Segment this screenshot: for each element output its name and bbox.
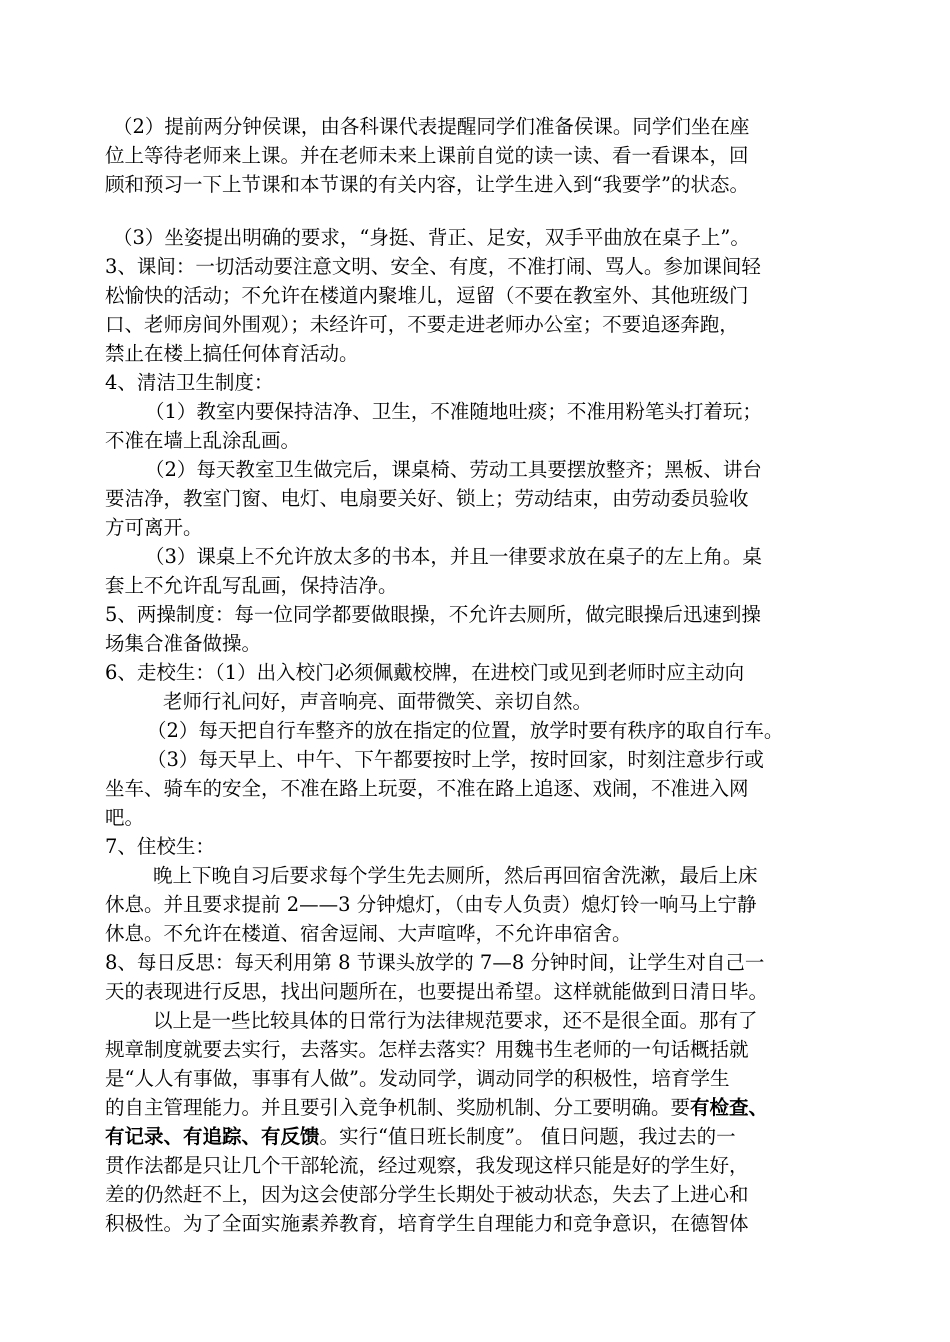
text-line: （2）提前两分钟侯课，由各科课代表提醒同学们准备侯课。同学们坐在座 bbox=[113, 115, 750, 138]
text-line: 6、走校生：（1）出入校门必须佩戴校牌，在进校门或见到老师时应主动向 bbox=[105, 661, 745, 684]
text-line: （2）每天教室卫生做完后，课桌椅、劳动工具要摆放整齐；黑板、讲台 bbox=[145, 458, 762, 481]
text-line: 套上不允许乱写乱画，保持洁净。 bbox=[105, 574, 398, 597]
text-line: 松愉快的活动；不允许在楼道内聚堆儿，逗留（不要在教室外、其他班级门 bbox=[105, 284, 749, 307]
text-line bbox=[105, 1122, 855, 1151]
text-line: 吧。 bbox=[105, 806, 145, 829]
bold-text: 有记录、有追踪、有反馈 bbox=[105, 1125, 320, 1148]
text-line: （1）教室内要保持洁净、卫生，不准随地吐痰；不准用粉笔头打着玩； bbox=[145, 400, 762, 423]
text-line: 禁止在楼上搞任何体育活动。 bbox=[105, 342, 359, 365]
text-segment: 的自主管理能力。并且要引入竞争机制、奖励机制、分工要明确。要 bbox=[105, 1096, 691, 1119]
text-line: 不准在墙上乱涂乱画。 bbox=[105, 429, 301, 452]
paragraph-gap bbox=[105, 199, 855, 223]
text-line: 方可离开。 bbox=[105, 516, 203, 539]
section-heading: 7、住校生： bbox=[105, 835, 215, 858]
text-line: 晚上下晚自习后要求每个学生先去厕所，然后再回宿舍洗漱，最后上床 bbox=[153, 864, 758, 887]
text-segment: 。实行“值日班长制度”。 值日问题，我过去的一 bbox=[319, 1125, 736, 1148]
text-line: （3）坐姿提出明确的要求，“身挺、背正、足安，双手平曲放在桌子上”。 bbox=[113, 226, 750, 249]
text-line: 要洁净，教室门窗、电灯、电扇要关好、锁上；劳动结束，由劳动委员验收 bbox=[105, 487, 749, 510]
text-line: 3、课间：一切活动要注意文明、安全、有度，不准打闹、骂人。参加课间轻 bbox=[105, 255, 761, 278]
text-line: （3）每天早上、中午、下午都要按时上学，按时回家，时刻注意步行或 bbox=[147, 748, 764, 771]
text-line: 场集合准备做操。 bbox=[105, 632, 262, 655]
text-line: 天的表现进行反思，找出问题所在，也要提出希望。这样就能做到日清日毕。 bbox=[105, 980, 769, 1003]
text-line: 贯作法都是只让几个干部轮流，经过观察，我发现这样只能是好的学生好， bbox=[105, 1154, 749, 1177]
text-line: （3）课桌上不允许放太多的书本，并且一律要求放在桌子的左上角。桌 bbox=[145, 545, 762, 568]
text-line: 积极性。为了全面实施素养教育，培育学生自理能力和竞争意识，在德智体 bbox=[105, 1212, 749, 1235]
text-line: 顾和预习一下上节课和本节课的有关内容，让学生进入到“我要学”的状态。 bbox=[105, 173, 749, 196]
text-line bbox=[105, 1093, 855, 1122]
text-line: 5、两操制度：每一位同学都要做眼操，不允许去厕所，做完眼操后迅速到操 bbox=[105, 603, 761, 626]
text-line: （2）每天把自行车整齐的放在指定的位置，放学时要有秩序的取自行车。 bbox=[147, 719, 784, 742]
text-line: 8、每日反思：每天利用第 8 节课头放学的 7—8 分钟时间，让学生对自己一 bbox=[105, 951, 765, 974]
text-line: 是“人人有事做，事事有人做”。发动同学，调动同学的积极性，培育学生 bbox=[105, 1067, 730, 1090]
text-line: 休息。不允许在楼道、宿舍逗闹、大声喧哗，不允许串宿舍。 bbox=[105, 922, 632, 945]
text-line: 以上是一些比较具体的日常行为法律规范要求，还不是很全面。那有了 bbox=[153, 1009, 758, 1032]
text-line: 休息。并且要求提前 2——3 分钟熄灯，（由专人负责）熄灯铃一响马上宁静 bbox=[105, 893, 757, 916]
text-line: 差的仍然赶不上，因为这会使部分学生长期处于被动状态，失去了上进心和 bbox=[105, 1183, 749, 1206]
text-line: 规章制度就要去实行，去落实。怎样去落实？用魏书生老师的一句话概括就 bbox=[105, 1038, 749, 1061]
section-heading: 4、清洁卫生制度： bbox=[105, 371, 274, 394]
text-line: 老师行礼问好，声音响亮、面带微笑、亲切自然。 bbox=[163, 690, 593, 713]
text-line: 口、老师房间外围观）；未经许可，不要走进老师办公室；不要追逐奔跑， bbox=[105, 313, 739, 336]
bold-text: 有检查、 bbox=[690, 1096, 769, 1119]
text-line: 坐车、骑车的安全，不准在路上玩耍，不准在路上追逐、戏闹，不准进入网 bbox=[105, 777, 749, 800]
text-line: 位上等待老师来上课。并在老师未来上课前自觉的读一读、看一看课本，回 bbox=[105, 144, 749, 167]
document-body bbox=[105, 112, 855, 1238]
